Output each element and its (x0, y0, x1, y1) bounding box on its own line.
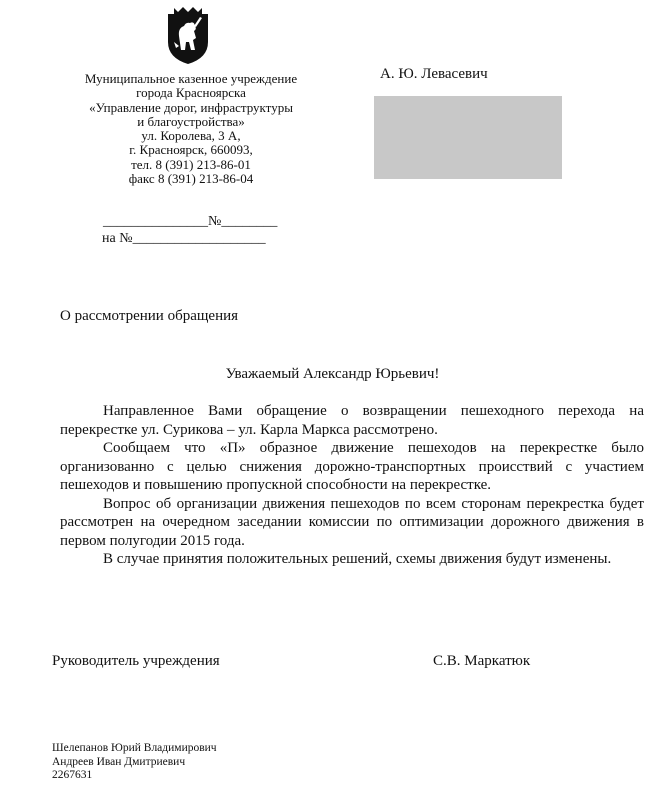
organization-line: Муниципальное казенное учреждение (84, 71, 298, 86)
salutation: Уважаемый Александр Юрьевич! (225, 366, 440, 382)
contact-line: Андреев Иван Дмитриевич (52, 755, 186, 768)
body-paragraph: В случае принятия положительных решений, схемы движения будут изменены. (103, 551, 612, 567)
body-paragraph: Направленное Вами обращение о возвращении пешеходного перехода на перекрестке ул. Сурикова – ул. Карла Маркса рассмотрено. (60, 403, 644, 438)
organization-line: и благоустройства» (137, 113, 245, 129)
organization-line: г. Красноярск, 660093, (129, 142, 253, 158)
organization-line: ул. Королева, 3 А, (141, 128, 241, 144)
organization-line: факс 8 (391) 213-86-04 (128, 171, 254, 187)
signatory-title: Руководитель учреждения (52, 653, 220, 669)
organization-line: «Управление дорог, инфраструктуры (89, 99, 293, 115)
addressee-name: А. Ю. Левасевич (380, 66, 488, 82)
redacted-address-block (374, 96, 562, 179)
registration-number-line: _______________№________ (103, 214, 278, 229)
body-paragraph: Сообщаем что «П» образное движение пешеходов на перекрестке было организованно с целью снижения дорожно-транспортных происствий с участием пешеходов и повышению пропускной способности на перекрестке. (60, 440, 644, 493)
body-paragraph: Вопрос об организации движения пешеходов по всем сторонам перекрестка будет рассмотрен на очередном заседании комиссии по оптимизации дорожного движения в первом полугодии 2015 года. (60, 495, 644, 549)
signatory-name: С.В. Маркатюк (433, 653, 531, 669)
executor-contacts (52, 742, 217, 783)
krasnoyarsk-coat-of-arms-icon (166, 6, 210, 66)
organization-line: города Красноярска (136, 85, 246, 101)
organization-details (60, 72, 322, 186)
contact-line: Шелепанов Юрий Владимирович (52, 742, 217, 754)
letter-body (60, 402, 644, 569)
reference-number-line: на №___________________ (102, 231, 266, 246)
letter-subject: О рассмотрении обращения (60, 308, 239, 324)
organization-line: тел. 8 (391) 213-86-01 (131, 156, 251, 172)
contact-line: 2267631 (52, 769, 93, 781)
